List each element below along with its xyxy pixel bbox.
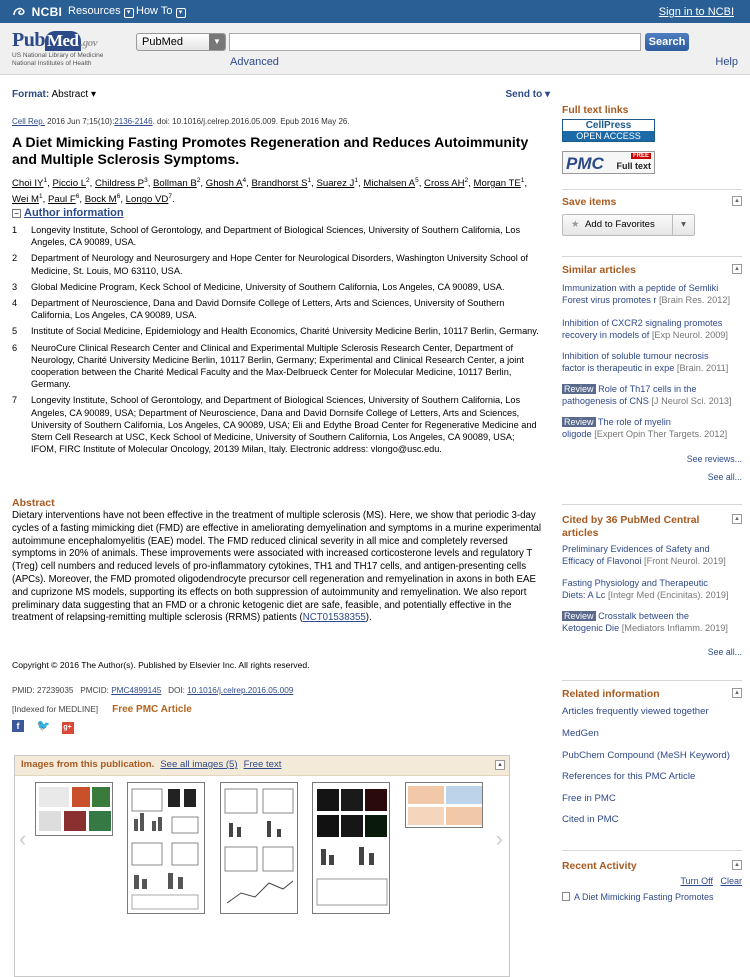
author-affiliation-number: 1 xyxy=(354,177,358,184)
divider xyxy=(562,850,742,851)
logo-pub: Pub xyxy=(12,29,45,51)
article-title-text: recovery in models of xyxy=(562,330,652,340)
dropdown-arrow-icon: ▼ xyxy=(209,34,225,50)
figure-4-graphic xyxy=(313,783,390,914)
related-info-link[interactable]: Free in PMC xyxy=(562,793,616,804)
article-title-text: Crosstalk between the xyxy=(595,611,689,621)
indexed-medline: [Indexed for MEDLINE] xyxy=(12,704,99,714)
author-link[interactable]: Ghosh A xyxy=(205,178,243,190)
collapse-icon[interactable]: ▲ xyxy=(732,860,742,870)
send-to-label: Send to xyxy=(505,89,543,100)
social-share xyxy=(12,720,84,734)
article-title-text: pathogenesis of CNS xyxy=(562,396,649,406)
article-title-text: Fasting Physiology and Therapeutic xyxy=(562,578,708,588)
article-title-line xyxy=(562,610,742,622)
trial-link[interactable]: NCT01538355 xyxy=(302,612,366,624)
affiliation-text: Global Medicine Program, Keck School of Medicine, University of Southern California, Los Angeles, CA 90089, USA. xyxy=(31,281,505,292)
review-badge: Review xyxy=(564,611,594,621)
affiliation-number: 2 xyxy=(12,253,18,264)
author-affiliation-number: 7 xyxy=(168,193,172,201)
article-title-line xyxy=(562,282,742,294)
author-affiliation-number: 6 xyxy=(116,193,121,201)
article-title-text: Immunization with a peptide of Semliki xyxy=(562,283,719,293)
article-title-text: Forest virus promotes r xyxy=(562,295,657,305)
affiliation-number: 4 xyxy=(12,298,18,309)
search-button[interactable]: Search xyxy=(645,33,689,51)
abstract-heading: Abstract xyxy=(12,497,55,509)
recent-activity-controls xyxy=(680,876,742,886)
journal-link[interactable]: Cell Rep. xyxy=(12,117,45,126)
article-title-line xyxy=(562,362,742,374)
review-badge: Review xyxy=(564,417,594,427)
citation-line xyxy=(12,117,350,126)
article-title-text: Efficacy of Flavonoi xyxy=(562,556,642,566)
author-link[interactable]: Morgan TE xyxy=(473,178,521,190)
article-title-text: Inhibition of soluble tumour necrosis xyxy=(562,351,709,361)
author-affiliation-number: 1 xyxy=(307,177,312,184)
collapse-icon: − xyxy=(12,209,21,218)
affiliation-text: Department of Neurology and Neurosurgery and Hope Center for Neurological Disorders, Washington University School of Medicine, St. Louis, MO 63110, USA. xyxy=(31,253,529,276)
related-info-heading: Related information xyxy=(562,689,660,700)
article-title-line xyxy=(562,589,742,601)
article-title-line xyxy=(562,350,742,362)
affiliation-number: 3 xyxy=(12,281,18,292)
article-title-line xyxy=(562,555,742,567)
index-line xyxy=(12,704,192,715)
free-text-link[interactable]: Free text xyxy=(243,759,282,770)
howto-menu[interactable] xyxy=(136,5,186,18)
author-link[interactable]: Brandhorst S xyxy=(251,178,308,190)
article-ids xyxy=(12,686,293,695)
article-title-line xyxy=(562,294,742,306)
article-title-line xyxy=(562,577,742,589)
figure-thumbnail-2[interactable] xyxy=(127,782,205,914)
figure-thumbnail-3[interactable] xyxy=(220,782,298,914)
author-info-label: Author information xyxy=(24,207,124,219)
pages-link[interactable]: 2136-2146 xyxy=(114,117,153,126)
citation-date: 2016 Jun 7;15(10): xyxy=(44,117,115,126)
author-link[interactable]: Suarez J xyxy=(316,178,355,190)
divider xyxy=(562,189,742,190)
article-title-line xyxy=(562,622,742,634)
affiliation-item xyxy=(12,281,542,293)
journal-reference: [Exp Neurol. 2009] xyxy=(651,330,728,340)
pmc-fulltext-label: Full text xyxy=(616,161,651,171)
send-to-menu[interactable] xyxy=(506,89,550,100)
journal-reference: [J Neurol Sci. 2013] xyxy=(648,396,732,406)
author-affiliation-number: 1 xyxy=(39,193,43,201)
article-title-text: The role of myelin xyxy=(595,417,671,427)
clear-link[interactable]: Clear xyxy=(720,876,742,886)
related-info-link[interactable]: Cited in PMC xyxy=(562,814,619,825)
full-text-links-heading: Full text links xyxy=(562,105,629,116)
figure-thumbnail-4[interactable] xyxy=(312,782,390,914)
collapse-icon[interactable]: ▲ xyxy=(732,514,742,524)
resources-menu[interactable] xyxy=(68,5,134,18)
author-info-toggle[interactable] xyxy=(12,207,124,219)
article-title-text: Preliminary Evidences of Safety and xyxy=(562,544,710,554)
divider xyxy=(562,256,742,257)
author-link[interactable]: Michalsen A xyxy=(363,178,416,190)
journal-reference: [Integr Med (Encinitas). 2019] xyxy=(605,590,729,600)
author-link[interactable]: Childress P xyxy=(95,178,145,190)
author-link[interactable]: Choi IY xyxy=(12,178,44,190)
pmid: PMID: 27239035 xyxy=(12,686,74,695)
chevron-down-icon: ▾ xyxy=(176,8,186,18)
affiliation-item xyxy=(12,224,542,248)
author-affiliation-number: 2 xyxy=(196,177,201,184)
related-info-link[interactable]: References for this PMC Article xyxy=(562,771,696,782)
affiliation-item xyxy=(12,297,542,321)
ncbi-home-link[interactable] xyxy=(12,5,62,19)
author-link[interactable]: Wei M xyxy=(12,194,40,206)
author-link[interactable]: Piccio L xyxy=(52,178,87,190)
divider xyxy=(562,504,742,505)
facebook-icon[interactable]: f xyxy=(12,720,24,732)
affiliation-item xyxy=(12,394,542,455)
pmc-free-label: FREE xyxy=(632,153,649,159)
article-title-text: factor is therapeutic in expe xyxy=(562,363,675,373)
copyright: Copyright © 2016 The Author(s). Published by Elsevier Inc. All rights reserved. xyxy=(12,660,310,670)
abstract-text xyxy=(12,510,542,625)
figure-5-graphic xyxy=(406,783,483,828)
chevron-down-icon: ▾ xyxy=(544,89,550,100)
open-access-label: OPEN ACCESS xyxy=(563,131,654,141)
article-title-text: Diets: A Lc xyxy=(562,590,606,600)
article-title-line xyxy=(562,428,742,440)
cited-see-all-link[interactable]: See all... xyxy=(707,647,742,657)
author-link[interactable]: Cross AH xyxy=(424,178,465,190)
journal-reference: [Expert Opin Ther Targets. 2012] xyxy=(591,429,728,439)
affiliation-text: Longevity Institute, School of Gerontology, and Department of Biological Sciences, University of Southern California, Los Angeles, CA 90089, USA; Department of Neuroscience, Dana and David Dornsife College of Letters, Arts and Sciences, University of Southern California, Los Angeles, CA 90089, USA; Eli and Edythe Broad Center for Regenerative Medicine and Stem Cell Research at USC, Keck School of Medicine, University of Southern California, Los Angeles, CA 90089, USA; IFOM, FIRC Institute of Molecular Oncology, 20139 Milan, Italy. Electronic address: vlongo@usc.edu. xyxy=(31,395,537,455)
logo-subtitle-nih: National Institutes of Health xyxy=(12,60,92,67)
format-label: Format: xyxy=(12,89,50,100)
doi-link[interactable]: 10.1016/j.celrep.2016.05.009 xyxy=(187,686,294,695)
advanced-search-link[interactable]: Advanced xyxy=(230,56,279,68)
journal-reference: [Front Neurol. 2019] xyxy=(641,556,726,566)
affiliation-item xyxy=(12,325,542,337)
google-plus-icon[interactable]: g+ xyxy=(62,722,74,734)
related-info-link[interactable]: Articles frequently viewed together xyxy=(562,706,709,717)
similar-article-item[interactable] xyxy=(562,350,742,374)
author-link[interactable]: Paul F xyxy=(47,194,76,206)
add-favorites-label: Add to Favorites xyxy=(584,219,655,230)
article-title-line xyxy=(562,329,742,341)
carousel-prev-icon[interactable]: ‹ xyxy=(19,826,27,851)
journal-reference: [Brain. 2011] xyxy=(674,363,729,373)
author-affiliation-number: 1 xyxy=(43,177,48,184)
affiliation-item xyxy=(12,252,542,276)
abstract-body: Dietary interventions have not been effective in the treatment of multiple sclerosis (MS). Here, we show that periodic 3-day cycles of a fasting mimicking diet (FMD) are effective in ameliorating demyelination and symptoms in a murine experimental autoimmune encephalomyelitis (EAE) model. The FMD reduced clinical severity in all mice and completely reversed symptoms in 20% of animals. These improvements were associated with increased corticosterone levels and regulatory T (Treg) cell numbers and reduced levels of pro-inflammatory cytokines, TH1 and TH17 cells, and antigen-presenting cells (APCs). Moreover, the FMD promoted oligodendrocyte precursor cell regeneration and remyelination in axons in both EAE and cuprizone MS models, supporting its effects on both suppression of autoimmunity and remyelination. We also report preliminary data suggesting that an FMD or a chronic ketogenic diet are safe, feasible, and potentially effective in the treatment of relapsing-remitting multiple sclerosis (RRMS) patients ( xyxy=(12,510,542,624)
author-affiliation-number: 3 xyxy=(144,177,148,184)
free-pmc-article[interactable]: Free PMC Article xyxy=(112,704,192,715)
carousel-next-icon[interactable]: › xyxy=(495,826,503,851)
journal-reference: [Mediators Inflamm. 2019] xyxy=(619,623,728,633)
chevron-down-icon: ▾ xyxy=(124,8,134,18)
database-select[interactable] xyxy=(136,33,226,51)
related-info-link[interactable]: MedGen xyxy=(562,728,599,739)
affiliations-list xyxy=(12,224,542,459)
figure-2-graphic xyxy=(128,783,205,914)
author-link[interactable]: Bollman B xyxy=(153,178,197,190)
images-panel-header xyxy=(15,756,509,776)
citation-doi: . doi: 10.1016/j.celrep.2016.05.009. Epub 2016 May 26. xyxy=(152,117,350,126)
cited-article-item[interactable] xyxy=(562,543,742,567)
affiliation-number: 7 xyxy=(12,395,18,406)
pubmed-header xyxy=(0,23,750,75)
affiliation-text: NeuroCure Clinical Research Center and Clinical and Experimental Multiple Sclerosis Research Center, Department of Neurology, Charité University Medicine Berlin, 10117 Berlin, Germany; Experimental and Clinical Research Center, a joint cooperation between the Charité Medical Faculty and the Max-Delbrueck Center for Molecular Medicine, 10117 Berlin, Germany. xyxy=(31,342,524,390)
similar-articles-heading: Similar articles xyxy=(562,265,636,276)
affiliation-item xyxy=(12,342,542,391)
review-badge: Review xyxy=(564,384,594,394)
pmcid-label: PMCID: xyxy=(80,686,112,695)
journal-reference: [Brain Res. 2012] xyxy=(656,295,730,305)
ncbi-label: NCBI xyxy=(31,5,63,19)
author-affiliation-number: 2 xyxy=(86,177,90,184)
figure-thumbnail-1[interactable] xyxy=(35,782,113,836)
pubmed-logo[interactable] xyxy=(12,29,103,68)
article-title-text: Role of Th17 cells in the xyxy=(595,384,697,394)
affiliation-text: Longevity Institute, School of Gerontology, and Department of Biological Sciences, University of Southern California, Los Angeles, CA 90089, USA. xyxy=(31,225,521,248)
images-panel-title: Images from this publication. xyxy=(21,759,155,770)
author-affiliation-number: 4 xyxy=(242,177,247,184)
collapse-icon[interactable]: ▲ xyxy=(732,688,742,698)
article-title: A Diet Mimicking Fasting Promotes Regeneration and Reduces Autoimmunity and Multiple Sclerosis Symptoms. xyxy=(12,134,529,167)
recent-activity-heading: Recent Activity xyxy=(562,861,637,872)
collapse-icon[interactable]: ▲ xyxy=(732,264,742,274)
affiliation-text: Department of Neuroscience, Dana and David Dornsife College of Letters, Arts and Sciences, University of Southern California, Los Angeles, CA 90089, USA. xyxy=(31,298,505,321)
chevron-down-icon: ▾ xyxy=(90,89,96,100)
author-affiliation-number: 5 xyxy=(415,177,419,184)
resources-label: Resources xyxy=(68,5,121,17)
affiliation-number: 5 xyxy=(12,326,18,337)
twitter-icon[interactable]: 🐦 xyxy=(36,720,51,732)
similar-article-item[interactable] xyxy=(562,317,742,341)
database-value: PubMed xyxy=(142,36,183,48)
similar-article-item[interactable] xyxy=(562,282,742,306)
similar-article-item[interactable] xyxy=(562,383,742,407)
recent-activity-label: A Diet Mimicking Fasting Promotes xyxy=(574,892,714,902)
figure-1-graphic xyxy=(36,783,113,836)
doi-label: DOI: xyxy=(168,686,188,695)
search-input[interactable] xyxy=(229,33,641,51)
see-all-images-link[interactable]: See all images (5) xyxy=(160,759,238,770)
recent-activity-item[interactable] xyxy=(562,892,742,902)
turn-off-link[interactable]: Turn Off xyxy=(680,876,713,886)
cited-by-heading: Cited by 36 PubMed Central articles xyxy=(562,515,700,539)
pmcid-link[interactable]: PMC4899145 xyxy=(111,686,162,695)
figure-thumbnail-5[interactable] xyxy=(405,782,483,828)
logo-subtitle-nlm: US National Library of Medicine xyxy=(12,52,104,59)
author-link[interactable]: Bock M xyxy=(84,194,117,206)
logo-gov: .gov xyxy=(80,37,98,49)
author-affiliation-number: 1 xyxy=(520,177,525,184)
howto-label: How To xyxy=(136,5,173,17)
article-title-line xyxy=(562,543,742,555)
format-menu[interactable] xyxy=(12,89,96,100)
author-list: Choi $IY^1$, Piccio $L^2$, Childress $P^3$, Bollman $B^2$, Ghosh $A^4$, Brandhorst $S^1$, Suarez $J^1$, Michalsen $A^5$, Cross $AH^2$, Morgan $TE^1$, Wei $M^1$, Paul $F^6$, Bock $M^6$, Longo $VD^7$. xyxy=(12,177,528,206)
affiliation-text: Institute of Social Medicine, Epidemiology and Health Economics, Charité University Medicine Berlin, 10117 Berlin, Germany. xyxy=(31,326,539,337)
article-title-line xyxy=(562,317,742,329)
collapse-icon[interactable]: ▲ xyxy=(732,196,742,206)
star-icon: ★ xyxy=(571,219,580,230)
affiliation-number: 1 xyxy=(12,225,18,235)
abstract-end: ). xyxy=(365,612,372,624)
author-affiliation-number: 2 xyxy=(464,177,469,184)
pmc-full-text-badge[interactable] xyxy=(562,151,655,174)
see-reviews-link[interactable]: See reviews... xyxy=(686,454,742,464)
help-link[interactable]: Help xyxy=(715,56,738,68)
author-link[interactable]: Longo VD xyxy=(125,194,169,206)
cellpress-label: CellPress xyxy=(563,120,654,131)
similar-article-item[interactable] xyxy=(562,416,742,440)
ncbi-logo-icon xyxy=(12,6,26,18)
ncbi-topbar xyxy=(0,0,750,23)
sign-in-link[interactable]: Sign in to NCBI xyxy=(658,6,734,18)
affiliation-number: 6 xyxy=(12,342,18,353)
author-affiliation-number: 6 xyxy=(75,193,80,201)
logo-med: Med xyxy=(46,31,79,50)
images-panel xyxy=(14,755,510,977)
cellpress-open-access-badge[interactable] xyxy=(562,119,655,142)
related-info-link[interactable]: PubChem Compound (MeSH Keyword) xyxy=(562,750,730,761)
save-items-heading: Save items xyxy=(562,197,617,208)
cited-article-item[interactable] xyxy=(562,577,742,601)
collapse-icon[interactable]: ▲ xyxy=(495,760,505,770)
article-title-text: Inhibition of CXCR2 signaling promotes xyxy=(562,318,723,328)
article-title-line xyxy=(562,416,742,428)
divider xyxy=(562,680,742,681)
cited-article-item[interactable] xyxy=(562,610,742,634)
article-title-line xyxy=(562,395,742,407)
chevron-down-icon[interactable]: ▾ xyxy=(672,215,694,235)
pmc-label: PMC xyxy=(566,154,604,173)
article-title-text: Ketogenic Die xyxy=(562,623,620,633)
similar-see-all-link[interactable]: See all... xyxy=(707,472,742,482)
figure-3-graphic xyxy=(221,783,298,914)
article-title-text: oligode xyxy=(562,429,592,439)
article-title-line xyxy=(562,383,742,395)
add-to-favorites-button[interactable] xyxy=(562,214,695,236)
format-value: Abstract xyxy=(51,89,89,100)
